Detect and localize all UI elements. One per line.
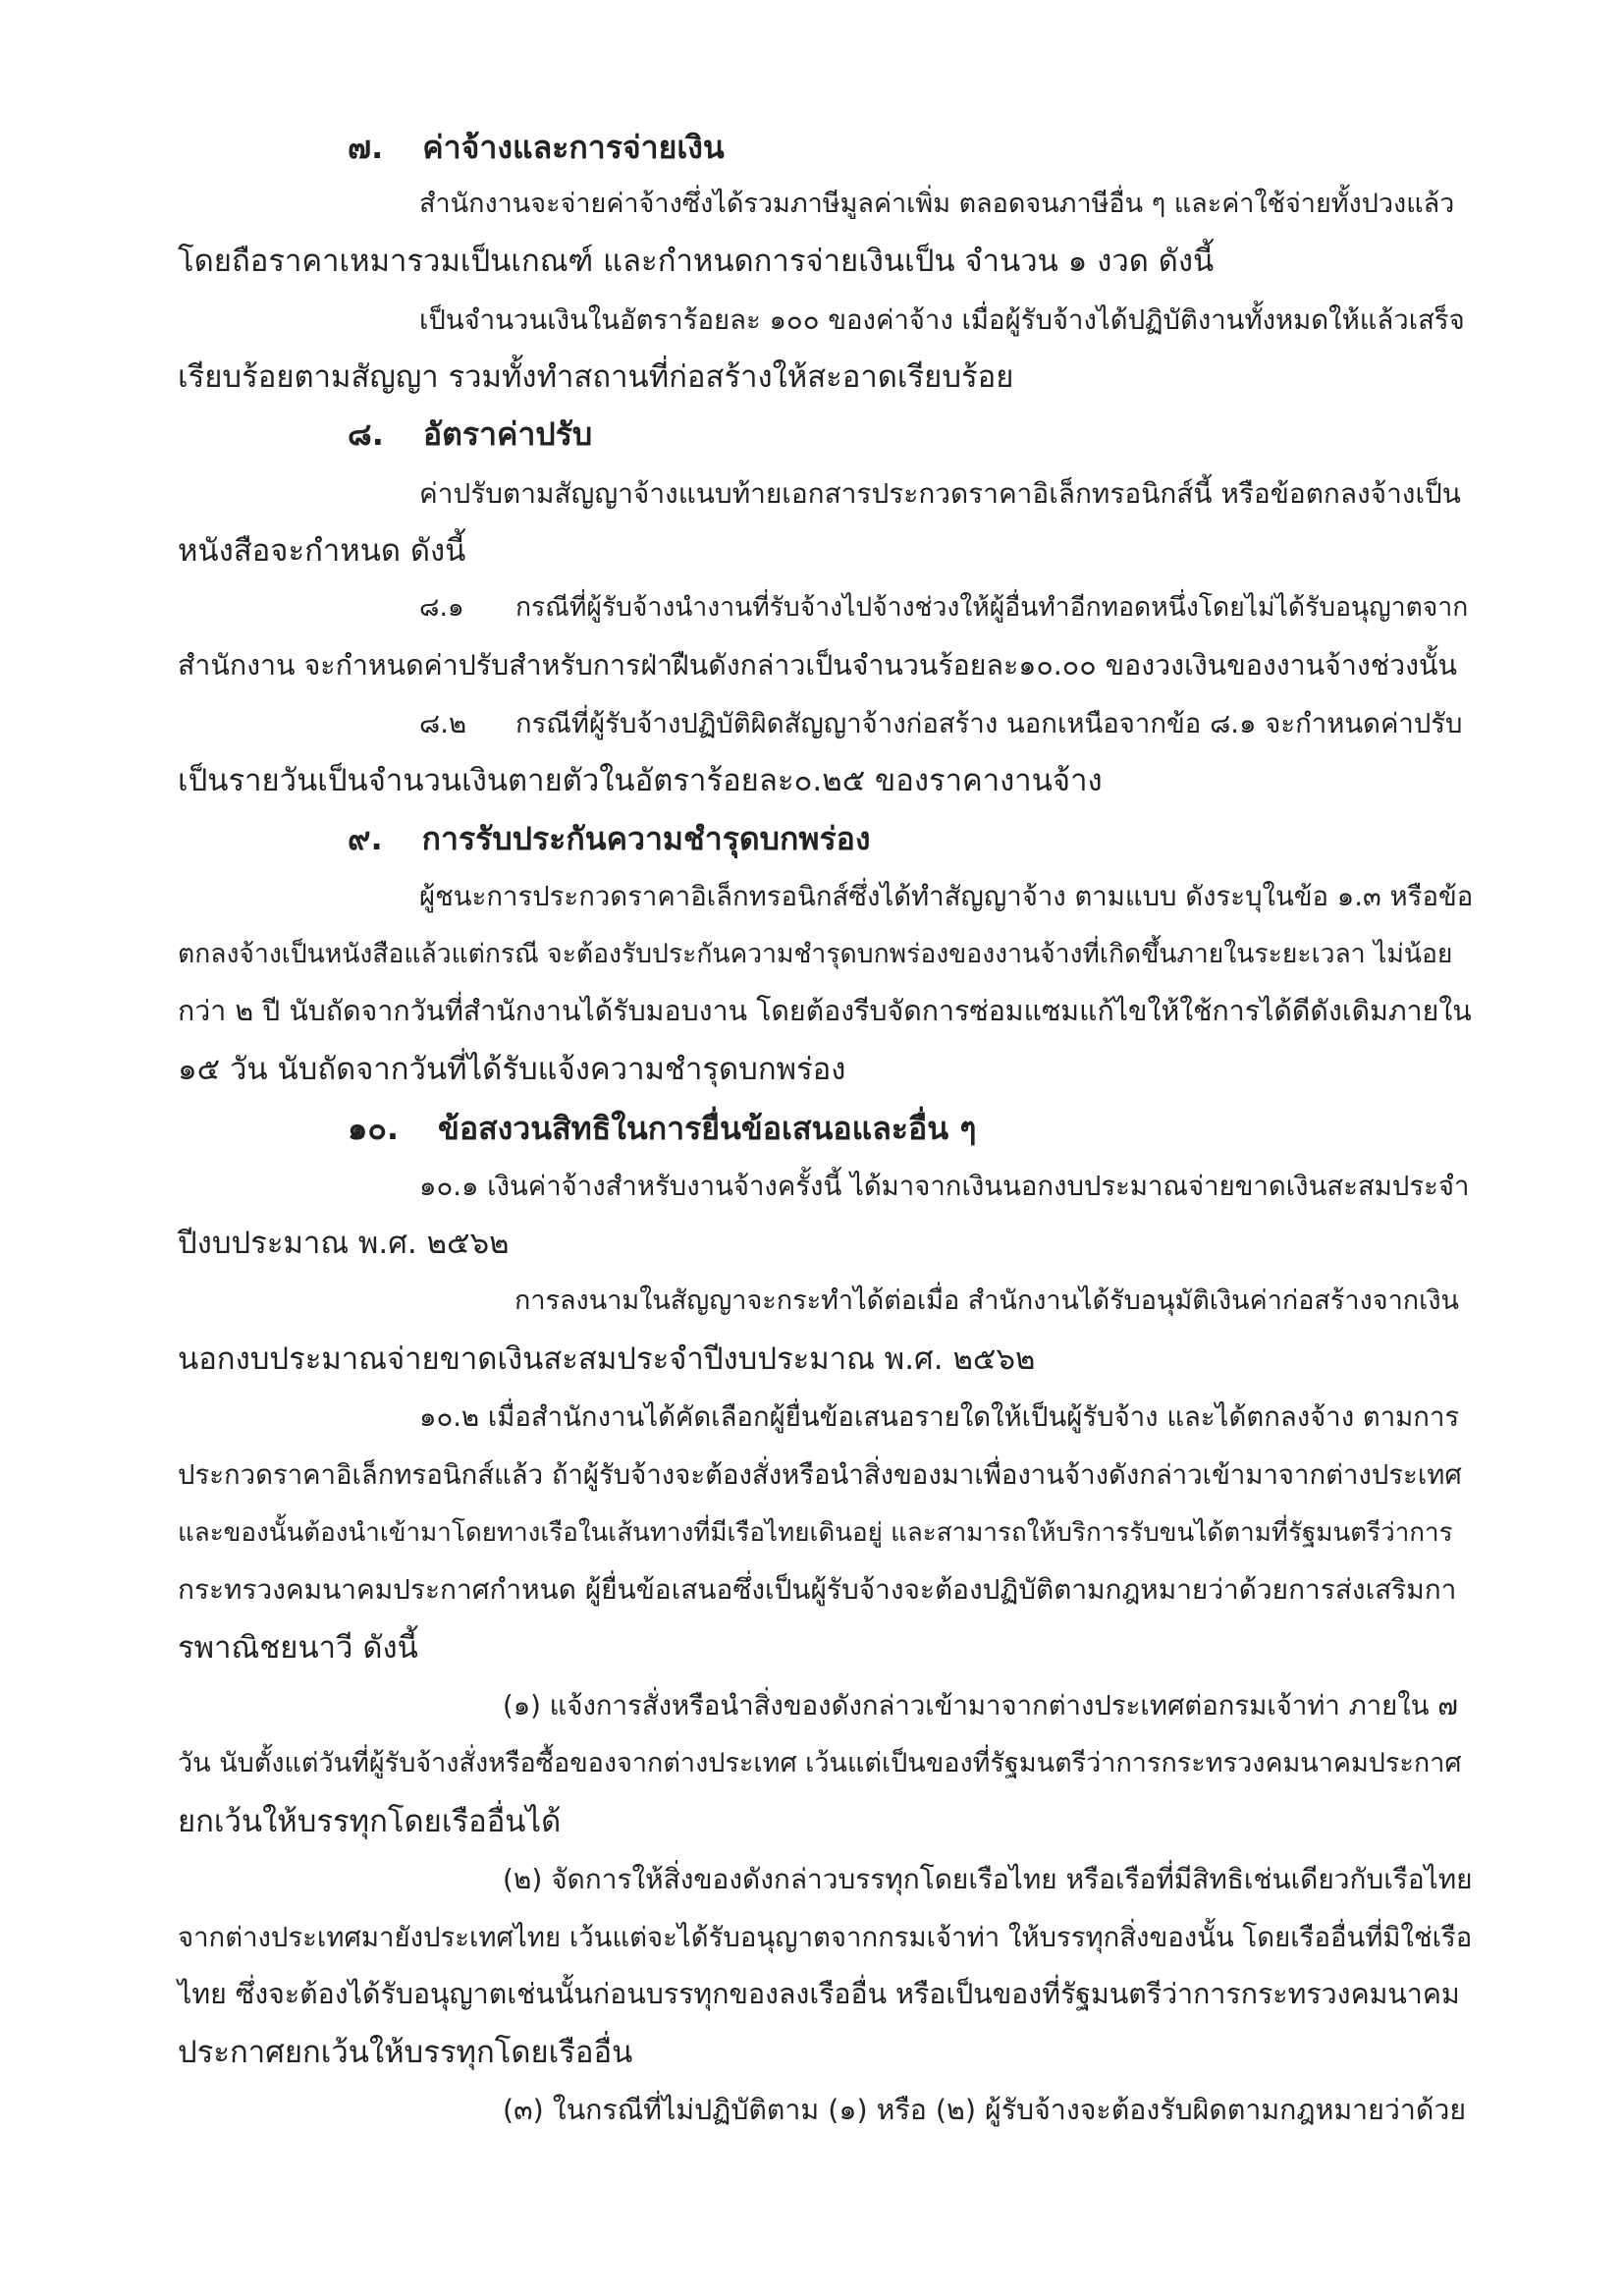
- list-item-2-line: (๒) จัดการให้สิ่งของดังกล่าวบรรทุกโดยเรือไทย หรือเรือที่มีสิทธิเช่นเดียวกับเรือไทย: [503, 1863, 1473, 1895]
- paragraph-line: เป็นจำนวนเงินในอัตราร้อยละ ๑๐๐ ของค่าจ้าง เมื่อผู้รับจ้างได้ปฏิบัติงานทั้งหมดให้แล้วเสร็จ: [419, 304, 1465, 336]
- paragraph-line: ไทย ซึ่งจะต้องได้รับอนุญาตเช่นนั้นก่อนบรรทุกของลงเรืออื่น หรือเป็นของที่รัฐมนตรีว่าการกระทรวงคมนาคม: [178, 1978, 1460, 2010]
- section-title: การรับประกันความชำรุดบกพร่อง: [421, 820, 871, 857]
- paragraph-line: ค่าปรับตามสัญญาจ้างแนบท้ายเอกสารประกวดราคาอิเล็กทรอนิกส์นี้ หรือข้อตกลงจ้างเป็น: [419, 477, 1461, 510]
- paragraph-line: ๑๐.๑ เงินค่าจ้างสำหรับงานจ้างครั้งนี้ ได้มาจากเงินนอกงบประมาณจ่ายขาดเงินสะสมประจำ: [419, 1171, 1470, 1202]
- paragraph-line: และของนั้นต้องนำเข้ามาโดยทางเรือในเส้นทางที่มีเรือไทยเดินอยู่ และสามารถให้บริการรับขนได้ตามที่รัฐมนตรีว่าการ: [178, 1518, 1453, 1548]
- subsection-8-2-line: [419, 702, 1463, 745]
- list-item-3-line: (๓) ในกรณีที่ไม่ปฏิบัติตาม (๑) หรือ (๒) ผู้รับจ้างจะต้องรับผิดตามกฎหมายว่าด้วย: [503, 2094, 1467, 2126]
- paragraph-line: สำนักงาน จะกำหนดค่าปรับสำหรับการฝ่าฝืนดังกล่าวเป็นจำนวนร้อยละ๑๐.๐๐ ของวงเงินของงานจ้างช่วงนั้น: [178, 649, 1457, 682]
- section-number: ๗.: [348, 129, 384, 166]
- paragraph-line: สำนักงานจะจ่ายค่าจ้างซึ่งได้รวมภาษีมูลค่าเพิ่ม ตลอดจนภาษีอื่น ๆ และค่าใช้จ่ายทั้งปวงแล้ว: [419, 189, 1455, 219]
- paragraph-line: กระทรวงคมนาคมประกาศกำหนด ผู้ยื่นข้อเสนอซึ่งเป็นผู้รับจ้างจะต้องปฏิบัติตามกฎหมายว่าด้วยการส่งเสริมกา: [178, 1573, 1457, 1606]
- section-7-heading: [348, 126, 725, 169]
- section-number: ๑๐.: [348, 1110, 399, 1147]
- subsection-text: กรณีที่ผู้รับจ้างนำงานที่รับจ้างไปจ้างช่วงให้ผู้อื่นทำอีกทอดหนึ่งโดยไม่ได้รับอนุญาตจาก: [515, 592, 1469, 623]
- paragraph-line: ประกวดราคาอิเล็กทรอนิกส์แล้ว ถ้าผู้รับจ้างจะต้องสั่งหรือนำสิ่งของมาเพื่องานจ้างดังกล่าวเข้ามาจากต่างประเทศ: [178, 1459, 1462, 1491]
- subsection-8-1-line: [419, 586, 1468, 629]
- paragraph-line: ๑๐.๒ เมื่อสำนักงานได้คัดเลือกผู้ยื่นข้อเสนอรายใดให้เป็นผู้รับจ้าง และได้ตกลงจ้าง ตามการ: [419, 1401, 1460, 1433]
- paragraph-line: จากต่างประเทศมายังประเทศไทย เว้นแต่จะได้รับอนุญาตจากกรมเจ้าท่า ให้บรรทุกสิ่งของนั้น โดยเรืออื่นที่มิใช่เรือ: [178, 1922, 1473, 1953]
- subsection-text: กรณีที่ผู้รับจ้างปฏิบัติผิดสัญญาจ้างก่อสร้าง นอกเหนือจากข้อ ๘.๑ จะกำหนดค่าปรับ: [515, 708, 1463, 739]
- section-title: ข้อสงวนสิทธิในการยื่นข้อเสนอและอื่น ๆ: [438, 1110, 977, 1147]
- paragraph-line: รพาณิชยนาวี ดังนี้: [178, 1630, 418, 1666]
- paragraph-line: โดยถือราคาเหมารวมเป็นเกณฑ์ และกำหนดการจ่ายเงินเป็น จำนวน ๑ งวด ดังนี้: [178, 244, 1215, 279]
- paragraph-line: นอกงบประมาณจ่ายขาดเงินสะสมประจำปีงบประมาณ พ.ศ. ๒๕๖๒: [178, 1341, 1036, 1377]
- section-title: ค่าจ้างและการจ่ายเงิน: [422, 129, 725, 166]
- section-title: อัตราค่าปรับ: [422, 415, 593, 453]
- paragraph-line: การลงนามในสัญญาจะกระทำได้ต่อเมื่อ สำนักงานได้รับอนุมัติเงินค่าก่อสร้างจากเงิน: [514, 1285, 1459, 1316]
- paragraph-line: เรียบร้อยตามสัญญา รวมทั้งทำสถานที่ก่อสร้างให้สะอาดเรียบร้อย: [178, 359, 1014, 395]
- paragraph-line: ประกาศยกเว้นให้บรรทุกโดยเรืออื่น: [178, 2035, 633, 2070]
- section-number: ๘.: [348, 415, 384, 453]
- section-9-heading: [348, 817, 870, 860]
- section-10-heading: [348, 1107, 976, 1150]
- paragraph-line: ยกเว้นให้บรรทุกโดยเรืออื่นได้: [178, 1804, 562, 1839]
- paragraph-line: ๑๕ วัน นับถัดจากวันที่ได้รับแจ้งความชำรุดบกพร่อง: [178, 1052, 846, 1087]
- paragraph-line: ตกลงจ้างเป็นหนังสือแล้วแต่กรณี จะต้องรับประกันความชำรุดบกพร่องของงานจ้างที่เกิดขึ้นภายในระยะเวลา ไม่น้อย: [178, 939, 1453, 969]
- subsection-number: ๘.๑: [419, 592, 464, 623]
- paragraph-line: ปีงบประมาณ พ.ศ. ๒๕๖๒: [178, 1226, 510, 1261]
- paragraph-line: วัน นับตั้งแต่วันที่ผู้รับจ้างสั่งหรือซื้อของจากต่างประเทศ เว้นแต่เป็นของที่รัฐมนตรีว่าการกระทรวงคมนาคมประกาศ: [178, 1748, 1462, 1778]
- subsection-number: ๘.๒: [419, 708, 467, 739]
- paragraph-line: กว่า ๒ ปี นับถัดจากวันที่สำนักงานได้รับมอบงาน โดยต้องรีบจัดการซ่อมแซมแก้ไขให้ใช้การได้ดีดังเดิมภายใน: [178, 995, 1472, 1027]
- section-8-heading: [348, 412, 592, 456]
- paragraph-line: หนังสือจะกำหนด ดังนี้: [178, 533, 466, 569]
- section-number: ๙.: [348, 820, 383, 857]
- paragraph-line: เป็นรายวันเป็นจำนวนเงินตายตัวในอัตราร้อยละ๐.๒๕ ของราคางานจ้าง: [178, 763, 1103, 798]
- paragraph-line: ผู้ชนะการประกวดราคาอิเล็กทรอนิกส์ซึ่งได้ทำสัญญาจ้าง ตามแบบ ดังระบุในข้อ ๑.๓ หรือข้อ: [419, 881, 1474, 912]
- list-item-1-line: (๑) แจ้งการสั่งหรือนำสิ่งของดังกล่าวเข้ามาจากต่างประเทศต่อกรมเจ้าท่า ภายใน ๗: [503, 1690, 1458, 1722]
